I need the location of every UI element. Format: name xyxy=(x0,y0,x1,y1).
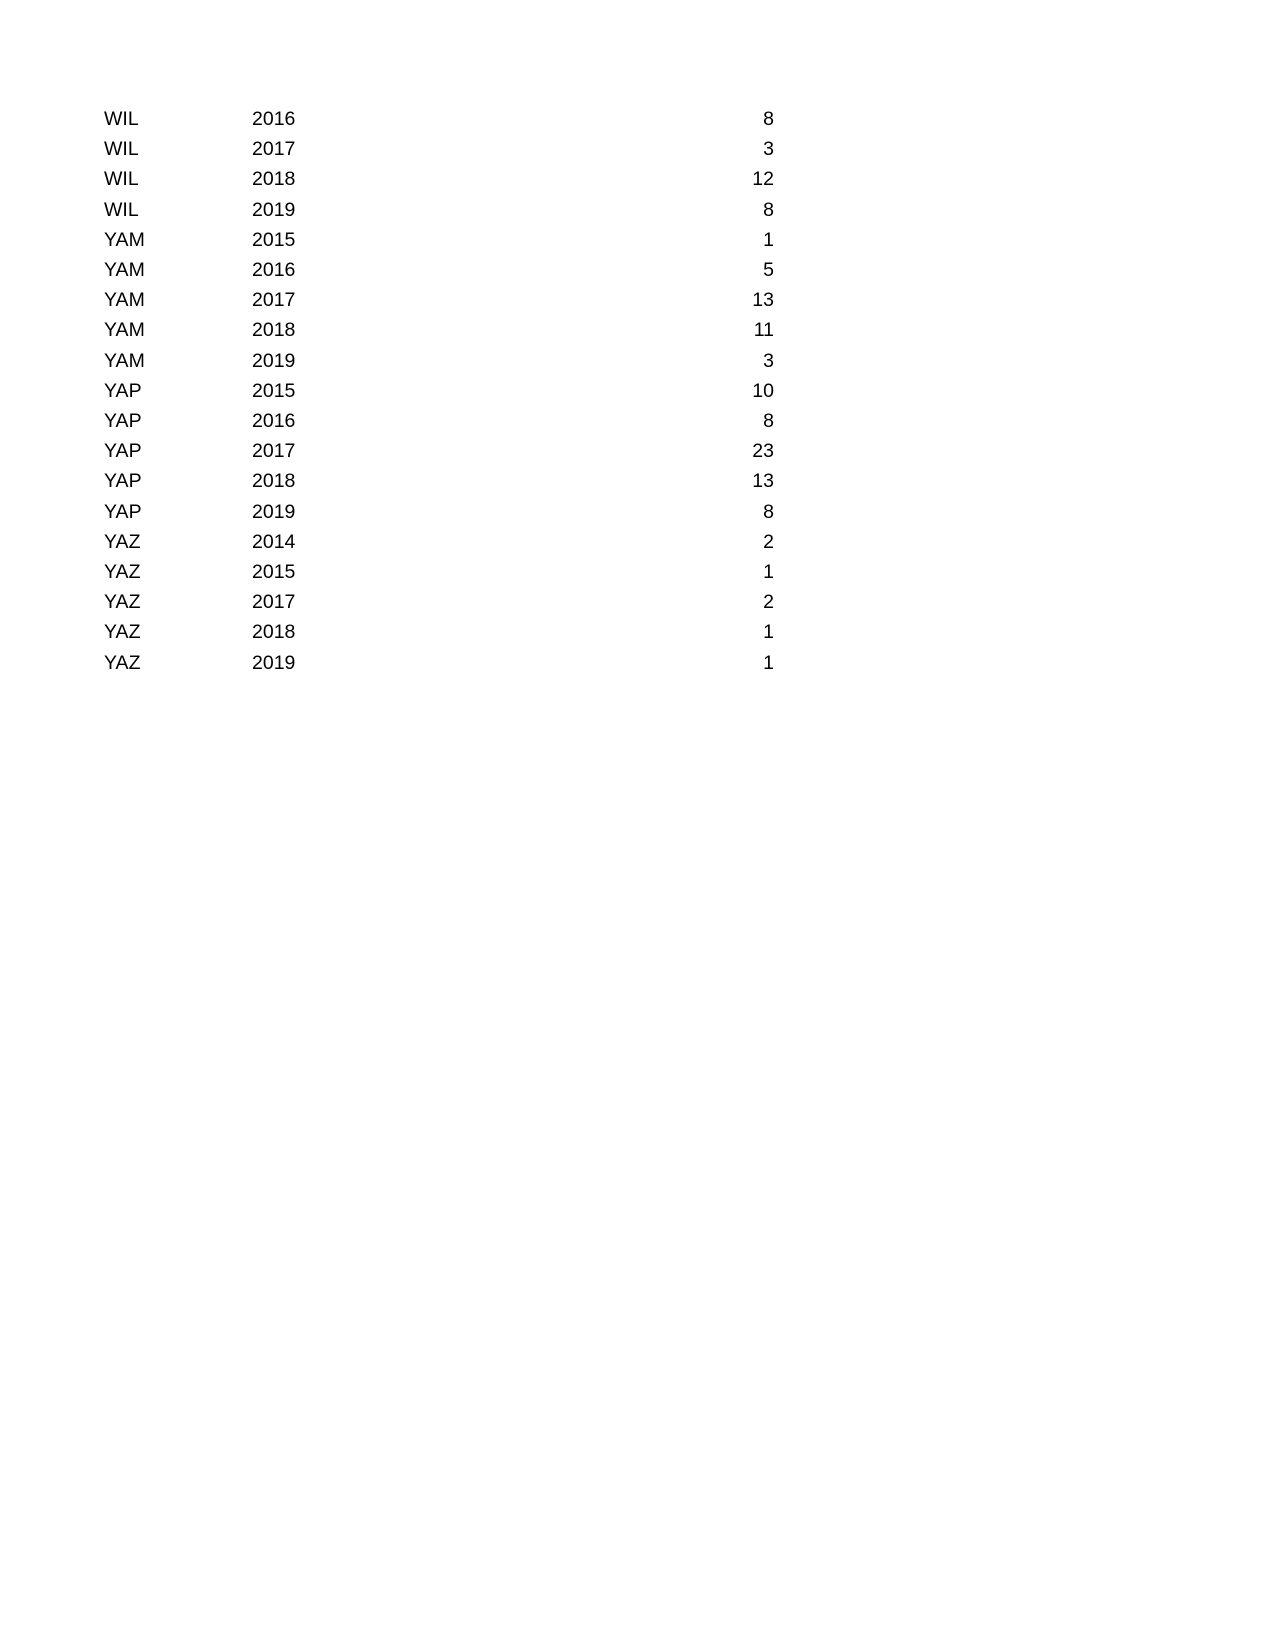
cell-count: 13 xyxy=(752,289,774,312)
cell-count: 10 xyxy=(752,379,774,402)
table-row xyxy=(104,255,774,285)
cell-year: 2015 xyxy=(252,379,296,402)
table-row xyxy=(104,225,774,255)
cell-count: 1 xyxy=(763,621,774,644)
cell-code: WIL xyxy=(104,198,139,221)
cell-count: 1 xyxy=(763,561,774,584)
table-row xyxy=(104,134,774,164)
cell-code: YAP xyxy=(104,500,142,523)
cell-count: 8 xyxy=(763,410,774,433)
table-row xyxy=(104,285,774,315)
cell-year: 2015 xyxy=(252,228,296,251)
cell-year: 2017 xyxy=(252,138,296,161)
cell-count: 8 xyxy=(763,108,774,130)
table-row xyxy=(104,497,774,527)
cell-count: 12 xyxy=(752,168,774,191)
table-row xyxy=(104,195,774,225)
table-row xyxy=(104,648,774,678)
cell-year: 2017 xyxy=(252,591,296,614)
cell-year: 2016 xyxy=(252,410,296,433)
data-table-container xyxy=(104,104,774,678)
cell-code: WIL xyxy=(104,108,139,130)
cell-code: YAM xyxy=(104,259,145,282)
cell-count: 3 xyxy=(763,349,774,372)
table-row xyxy=(104,436,774,466)
table-row xyxy=(104,406,774,436)
cell-year: 2018 xyxy=(252,319,296,342)
table-row xyxy=(104,315,774,345)
cell-code: YAZ xyxy=(104,651,141,674)
cell-code: YAZ xyxy=(104,561,141,584)
cell-count: 1 xyxy=(763,651,774,674)
table-row xyxy=(104,587,774,617)
cell-count: 3 xyxy=(763,138,774,161)
table-row xyxy=(104,104,774,134)
cell-year: 2019 xyxy=(252,349,296,372)
cell-year: 2019 xyxy=(252,198,296,221)
cell-count: 11 xyxy=(753,319,774,342)
cell-code: YAZ xyxy=(104,591,141,614)
cell-count: 13 xyxy=(752,470,774,493)
table-row xyxy=(104,346,774,376)
cell-year: 2019 xyxy=(252,651,296,674)
cell-code: WIL xyxy=(104,168,139,191)
cell-count: 2 xyxy=(763,591,774,614)
table-row xyxy=(104,376,774,406)
cell-count: 1 xyxy=(763,228,774,251)
cell-year: 2019 xyxy=(252,500,296,523)
cell-year: 2014 xyxy=(252,530,296,553)
data-table-body xyxy=(104,104,774,678)
cell-year: 2016 xyxy=(252,259,296,282)
cell-code: YAP xyxy=(104,410,142,433)
cell-year: 2016 xyxy=(252,108,296,130)
cell-count: 2 xyxy=(763,530,774,553)
cell-code: YAP xyxy=(104,440,142,463)
table-row xyxy=(104,164,774,194)
table-row xyxy=(104,557,774,587)
cell-year: 2018 xyxy=(252,470,296,493)
cell-count: 5 xyxy=(763,259,774,282)
table-row xyxy=(104,617,774,647)
table-row xyxy=(104,527,774,557)
cell-year: 2018 xyxy=(252,621,296,644)
cell-year: 2015 xyxy=(252,561,296,584)
cell-code: YAZ xyxy=(104,530,141,553)
data-table xyxy=(104,104,774,678)
cell-code: YAM xyxy=(104,228,145,251)
cell-count: 23 xyxy=(752,440,774,463)
cell-count: 8 xyxy=(763,198,774,221)
cell-year: 2017 xyxy=(252,289,296,312)
cell-year: 2017 xyxy=(252,440,296,463)
cell-year: 2018 xyxy=(252,168,296,191)
table-row xyxy=(104,466,774,496)
cell-count: 8 xyxy=(763,500,774,523)
cell-code: WIL xyxy=(104,138,139,161)
cell-code: YAP xyxy=(104,379,142,402)
cell-code: YAM xyxy=(104,289,145,312)
cell-code: YAP xyxy=(104,470,142,493)
cell-code: YAM xyxy=(104,349,145,372)
cell-code: YAM xyxy=(104,319,145,342)
cell-code: YAZ xyxy=(104,621,141,644)
